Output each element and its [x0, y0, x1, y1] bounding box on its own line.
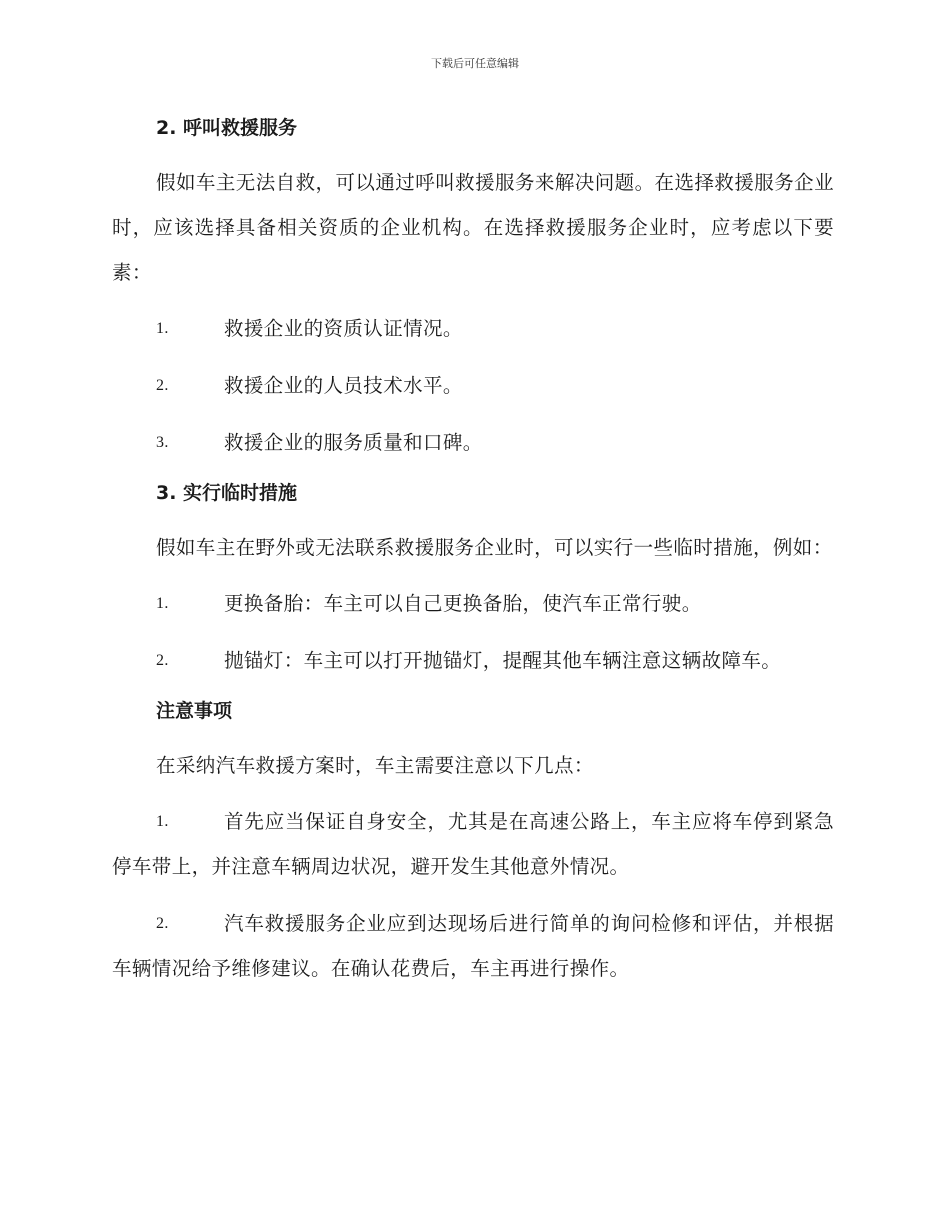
- section-heading-rescue-service: 2. 呼叫救援服务: [156, 117, 298, 139]
- list-item: [112, 420, 834, 465]
- list-text: 救援企业的服务质量和口碑。: [224, 431, 483, 454]
- paragraph-temporary-intro: 假如车主在野外或无法联系救援服务企业时，可以实行一些临时措施，例如：: [156, 536, 833, 559]
- paragraph-rescue-intro: 假如车主无法自救，可以通过呼叫救援服务来解决问题。在选择救援服务企业时，应该选择具备相关资质的企业机构。在选择救援服务企业时，应考虑以下要素：: [112, 171, 834, 284]
- list-number: 2.: [156, 377, 169, 394]
- page-header: 下载后可任意编辑: [431, 57, 519, 70]
- list-item: [112, 363, 834, 408]
- list-number: 2.: [156, 652, 169, 669]
- list-item: [112, 581, 834, 626]
- section-heading-notes: 注意事项: [156, 700, 233, 722]
- section-heading-temporary-measures: 3. 实行临时措施: [156, 482, 298, 504]
- list-text: 救援企业的资质认证情况。: [224, 317, 463, 340]
- list-number: 1.: [156, 320, 169, 337]
- document-body: [112, 112, 834, 1003]
- list-number: 1.: [156, 595, 169, 612]
- list-item: [112, 306, 834, 351]
- list-item: [112, 901, 834, 991]
- list-item: [112, 638, 834, 683]
- list-text: 汽车救援服务企业应到达现场后进行简单的询问检修和评估，并根据车辆情况给予维修建议。在确认花费后，车主再进行操作。: [112, 912, 834, 980]
- list-number: 1.: [156, 813, 169, 830]
- list-text: 救援企业的人员技术水平。: [224, 374, 463, 397]
- list-text: 更换备胎：车主可以自己更换备胎，使汽车正常行驶。: [224, 592, 702, 615]
- list-item: [112, 799, 834, 889]
- list-text: 抛锚灯：车主可以打开抛锚灯，提醒其他车辆注意这辆故障车。: [224, 649, 782, 672]
- list-number: 2.: [156, 915, 169, 932]
- list-text: 首先应当保证自身安全，尤其是在高速公路上，车主应将车停到紧急停车带上，并注意车辆周边状况，避开发生其他意外情况。: [112, 810, 834, 878]
- list-number: 3.: [156, 434, 169, 451]
- paragraph-notes-intro: 在采纳汽车救援方案时，车主需要注意以下几点：: [156, 754, 594, 777]
